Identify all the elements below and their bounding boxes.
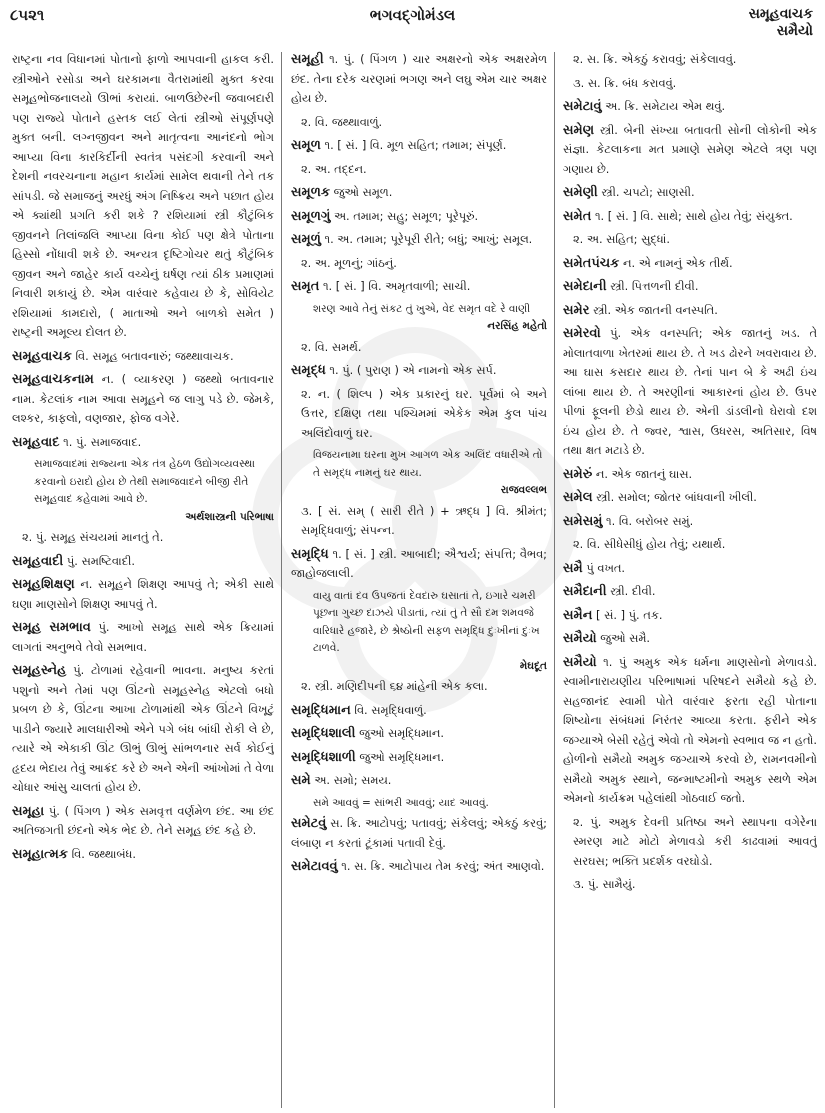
entry-definition: પું. સમષ્ટિવાદી. bbox=[66, 553, 135, 568]
entry-headword: સમે bbox=[291, 773, 311, 788]
entry-headword: સમેટવું bbox=[291, 816, 327, 831]
dictionary-entry bbox=[291, 230, 547, 250]
citation-quote bbox=[313, 795, 547, 813]
entry-headword: સમૂળક bbox=[291, 185, 331, 200]
dictionary-entry bbox=[291, 50, 547, 109]
entry-sense: ૨. પું. સમૂહ સંચયમાં માનતું તે. bbox=[22, 530, 164, 544]
dictionary-entry bbox=[12, 845, 274, 865]
dictionary-entry bbox=[563, 97, 817, 117]
entry-definition: સ્ત્રી. સમોલ; જોતર બાંધવાની ખીલી. bbox=[596, 490, 757, 504]
entry-definition: અ. ક્રિ. સમેટાય એમ થવું. bbox=[605, 99, 726, 113]
entry-headword: સમૃત bbox=[291, 279, 320, 294]
entry-definition: જુઓ સમૃદ્ધિમાન. bbox=[359, 749, 445, 764]
entry-headword: સમેર bbox=[563, 302, 590, 318]
entry-headword: સમેસમું bbox=[563, 513, 603, 529]
citation-quote bbox=[34, 456, 274, 526]
entry-definition: સ્ત્રી. બેની સંખ્યા બતાવતી સોની લોકોની એક સંજ્ઞા. કેટલાકના મત પ્રમાણે સમેણ એટલે ત્રણ પણ ગણાય છે. bbox=[563, 122, 817, 176]
entry-headword: સમૃદ્ધિશાલી bbox=[291, 726, 356, 741]
dictionary-entry bbox=[563, 121, 817, 180]
guide-words bbox=[749, 6, 813, 40]
dictionary-entry bbox=[563, 512, 817, 532]
entry-sense: ૨. અ. સહિત; સુદ્ધાં. bbox=[573, 232, 670, 246]
entry-headword: સમૈન bbox=[563, 607, 593, 623]
book-title: ભગવદ્ગોમંડલ bbox=[369, 6, 456, 24]
entry-sense: ૩. પું. સામૈયું. bbox=[573, 877, 636, 891]
entry-definition: ન. એક જાતનું ઘાસ. bbox=[595, 466, 693, 481]
entry-sense: ૩. [ સં. સમ્ ( સારી રીતે ) + ઋદ્ધ ] વિ. શ્રીમંત; સમૃદ્ધિવાળું; સંપન્ન. bbox=[301, 503, 547, 537]
entry-definition: પું. ( પિંગળ ) એક સમવૃત્ત વર્ણમેળ છંદ. આ છંદ અતિજગતી છંદનો એક ભેદ છે. તેને સમૂહ છંદ કહે છે. bbox=[12, 803, 274, 837]
entry-sense: ૨. વિ. સમર્થ. bbox=[301, 339, 362, 354]
entry-sense: ૨. અ. મૂળનું; ગાંઠનું. bbox=[301, 255, 397, 270]
dictionary-entry bbox=[291, 857, 547, 877]
entry-sense: ૨. ન. ( શિલ્પ ) એક પ્રકારનું ઘર. પૂર્વમાં બે અને ઉત્તર, દક્ષિણ તથા પશ્ચિમમાં એકેક એમ કુલ પાંચ અલિંદોવાળું ઘર. bbox=[301, 386, 547, 440]
entry-headword: સમૃદ્ધિ bbox=[291, 546, 329, 562]
entry-definition: સ્ત્રી. પિત્તળની દીવી. bbox=[610, 279, 699, 293]
quote-source: રાજવલ્લભ bbox=[500, 484, 547, 496]
quote-text: સમે આવવું = સાંભરી આવવું; યાદ આવવું. bbox=[313, 796, 489, 809]
dictionary-entry bbox=[563, 582, 817, 602]
entry-headword: સમૂહા bbox=[12, 803, 45, 819]
column-1 bbox=[12, 50, 274, 1108]
entry-definition: વિ. જથ્થાબંધ. bbox=[71, 846, 136, 861]
entry-headword: સમૂળું bbox=[291, 232, 321, 247]
entry-sense: ૨. પું. અમુક દેવની પ્રતિષ્ઠા અને સ્થાપના વગેરેના સ્મરણ માટે મોટો મેળાવડો કરી કાઢવામાં આવતું સરઘસ; ભક્તિ પ્રદર્શક વરઘોડો. bbox=[573, 814, 817, 868]
entry-headword: સમેટાવવું bbox=[291, 859, 338, 874]
entry-headword: સમૈયો bbox=[563, 631, 597, 646]
dictionary-entry bbox=[563, 277, 817, 297]
column-3 bbox=[563, 50, 817, 1108]
dictionary-entry bbox=[12, 552, 274, 572]
citation-quote bbox=[313, 588, 547, 676]
entry-definition: ૧. વિ. બરોબર સમું. bbox=[606, 513, 694, 528]
dictionary-entry bbox=[12, 802, 274, 841]
entry-headword: સમૂહાત્મક bbox=[12, 846, 68, 862]
entry-definition: જુઓ સમૂળ. bbox=[333, 185, 393, 199]
entry-definition: સ્ત્રી. દીવી. bbox=[610, 584, 656, 598]
entry-headword: સમૂહસ્નેહ bbox=[12, 663, 67, 678]
entry-definition: ન. સમૂહને શિક્ષણ આપવું તે; એકી સાથે ઘણા માણસોને શિક્ષણ આપવું તે. bbox=[12, 577, 274, 611]
entry-definition: વિ. સમૃદ્ધિવાળું. bbox=[354, 702, 427, 717]
entry-definition: સ્ત્રી. ચપટો; સાણસી. bbox=[601, 185, 695, 199]
entry-headword: સમૂહ સમભાવ bbox=[12, 620, 91, 635]
dictionary-entry bbox=[291, 207, 547, 227]
entry-definition: સ્ત્રી. એક જાતની વનસ્પતિ. bbox=[593, 302, 718, 317]
entry-headword: સમૃદ્ધિમાન bbox=[291, 702, 351, 718]
entry-definition: ૧. પું. સમાજવાદ. bbox=[63, 434, 142, 449]
entry-definition: [ સં. ] પું. તક. bbox=[596, 607, 663, 622]
guide-word-first: સમૂહવાચક bbox=[748, 6, 813, 22]
entry-definition: ન. ( વ્યાકરણ ) જથ્થો બતાવનાર નામ. કેટલાંક નામ આવા સમૂહને જ લાગુ પડે છે. જેમકે, લશ્કર, કાફલો, વણજાર, ફોજ વગેરે. bbox=[12, 372, 274, 425]
column-divider bbox=[281, 52, 282, 1108]
quote-text: સમાજવાદમાં રાજ્યના એક તંત્ર હેઠળ ઉદ્યોગવ્યવસ્થા કરવાનો ઇરાદો હોય છે તેથી સમાજવાદને બીજી રીતે સમૂહવાદ કહેવામાં આવે છે. bbox=[34, 458, 255, 505]
entry-headword: સમૂહવાદી bbox=[12, 553, 64, 569]
entry-headword: સમૂળગું bbox=[291, 208, 331, 224]
page-number: ૮૫૨૧ bbox=[10, 6, 45, 24]
entry-definition: વિ. સમૂહ બતાવનારું; જથ્થાવાચક. bbox=[75, 348, 234, 363]
dictionary-entry bbox=[12, 661, 274, 798]
entry-sense: ૨. અ. તદ્દન. bbox=[301, 161, 367, 176]
entry-definition: સ. ક્રિ. આટોપવું; પતાવવું; સંકેલવું; એકઠું કરવું; લંબાણ ન કરતાં ટૂંકામાં પતાવી દેવું. bbox=[291, 816, 547, 850]
dictionary-entry bbox=[563, 606, 817, 626]
quote-text: શરણ આવે તેનું સંકટ તું ખુએ, વેદ સમૃત વદે રે વાણી bbox=[313, 302, 531, 315]
entry-definition: ૧. પું. ( પિંગળ ) ચાર અક્ષરનો એક અક્ષરમેળ છંદ. તેના દરેક ચરણમાં ભગણ અને લઘુ એમ ચાર અક્ષર હોય છે. bbox=[291, 52, 547, 105]
entry-headword: સમેદાની bbox=[563, 279, 607, 294]
guide-word-last: સમૈયો bbox=[776, 23, 813, 39]
entry-sense: ૨. સ. ક્રિ. એકઠું કરાવવું; સંકેલાવવું. bbox=[573, 52, 737, 66]
dictionary-entry bbox=[291, 277, 547, 297]
entry-headword: સમેણ bbox=[563, 122, 595, 138]
entry-definition: જુઓ સમૈ. bbox=[600, 631, 651, 645]
dictionary-entry bbox=[563, 183, 817, 203]
entry-sense: ૨. વિ. સીધેસીધું હોય તેવું; યથાર્થ. bbox=[573, 537, 726, 551]
continued-paragraph: રાષ્ટ્રના નવ વિધાનમાં પોતાનો ફાળો આપવાની હાકલ કરી. સ્ત્રીઓને રસોડા અને ઘરકામના વૈતરામાંથી મુક્ત કરવા સમૂહભોજનાલયો ઊભાં કરાયાં. બાળઉછેરની જવાબદારી પણ રાજ્યે પોતાને હસ્તક લઈ લેતાં સ્ત્રીઓ સંપૂર્ણપણે મુક્ત બની. લગ્નજીવન અને માતૃત્વના આનંદનો ભોગ આપ્યા વિના કારકિર્દીની સ્વતંત્ર પસંદગી કરવાની અને દેશની નવરચનાના મહાન કાર્યમાં સામેલ થવાની તેને તક સાંપડી. જે સમાજનું અરધું અંગ નિષ્ક્રિય અને પછાત હોય એ ક્યાંથી પ્રગતિ કરી શકે ? રશિયામાં સ્ત્રી કૌટુંબિક જીવનને તિલાંજલિ આપ્યા વિના કોઈ પણ ક્ષેત્રે પોતાના હિસ્સો નોંધાવી શકે છે. અન્યત્ર દૃષ્ટિગોચર થતું કૌટુંબિક જીવન અને જાહેર કાર્ય વચ્ચેનું ઘર્ષણ ત્યાં ઠીક પ્રમાણમાં નિવારી શકાયું છે. એમ વારંવાર કહેવાય છે કે, સોવિયેટ રશિયામાં કામદારો, ( માતાઓ અને બાળકો સમેત ) રાષ્ટ્રની અમૂલ્ય દોલત છે. bbox=[12, 52, 274, 339]
dictionary-entry bbox=[291, 748, 547, 768]
entry-definition: પું. ટોળામાં રહેવાની ભાવના. મનુષ્ય કરતાં પશુનો અને તેમાં પણ ઊંટનો સમૂહસ્નેહ એટલો બધો પ્રબળ છે કે, ઊંટના આખા ટોળામાંથી એક ઊંટને વિખૂટું પાડીને જ્યારે માલધારીઓ એને પગે બંધ બાંધી રોકી લે છે, ત્યારે એ એકાકી ઊંટ ઊભું ઊભું સાંભળનાર સર્વ કોઈનું હૃદય ભેદાય તેવું આક્રંદ કરે છે અને એની આંખોમાં તે વેળા ચોધાર આંસુ ચાલતાં હોય છે. bbox=[12, 663, 274, 794]
citation-quote bbox=[313, 447, 547, 500]
dictionary-entry bbox=[563, 301, 817, 321]
dictionary-entry bbox=[563, 207, 817, 227]
entry-headword: સમેણી bbox=[563, 185, 598, 200]
entry-sense: ૨. વિ. જથ્થાવાળું. bbox=[301, 114, 383, 129]
entry-sense: ૩. સ. ક્રિ. બંધ કરાવવું. bbox=[573, 75, 677, 90]
dictionary-entry bbox=[563, 465, 817, 485]
entry-headword: સમેલ bbox=[563, 490, 593, 505]
entry-headword: સમૂહવાચક bbox=[12, 348, 72, 364]
dictionary-entry bbox=[291, 814, 547, 853]
quote-source: મેઘદૂત bbox=[519, 659, 547, 672]
entry-headword: સમૈયો bbox=[563, 654, 597, 670]
dictionary-entry bbox=[12, 433, 274, 453]
entry-headword: સમૂહશિક્ષણ bbox=[12, 577, 75, 592]
entry-headword: સમૃદ્ધ bbox=[291, 363, 326, 378]
dictionary-entry bbox=[291, 361, 547, 381]
dictionary-entry bbox=[291, 724, 547, 744]
column-divider bbox=[554, 52, 555, 1108]
quote-text: વાયુ વાતાં દવ ઉપજતાં દેવદારુ ઘસાતાં તે, ઇગારે ચમરી પૂછના ગુચ્છ દાઝયે પીડાતાં, ત્યાં તું તે સૌ દમ શમવજે વારિધારે હજારે, છે શ્રેષ્ઠોની સફળ સમૃદ્ધિ દુઃખીનાં દુઃખ ટાળવે. bbox=[313, 589, 540, 654]
quote-source: નરસિંહ મહેતો bbox=[487, 320, 547, 332]
quote-text: વિજયનામા ઘરના મુખ આગળ એક અલિંદ વધારીએ તો તે સમૃદ્ધ નામનું ઘર થાય. bbox=[313, 449, 543, 479]
entry-definition: ૧. પું. ( પુરાણ ) એ નામનો એક સર્પ. bbox=[329, 363, 497, 377]
entry-headword: સમેરું bbox=[563, 466, 593, 482]
entry-definition: ૧. અ. તમામ; પૂરેપૂરી રીતે; બધું; આખું; સમૂલ. bbox=[324, 232, 533, 246]
entry-definition: ૧. [ સં. ] સ્ત્રી. આબાદી; ઐશ્વર્ય; સંપત્તિ; વૈભવ; જાહોજલાલી. bbox=[291, 546, 547, 580]
dictionary-entry bbox=[563, 324, 817, 461]
entry-headword: સમેત bbox=[563, 208, 592, 224]
column-2 bbox=[291, 50, 547, 1108]
entry-definition: પું વખત. bbox=[586, 560, 625, 575]
entry-definition: અ. સમો; સમય. bbox=[314, 773, 392, 787]
entry-definition: ૧. પું અમુક એક ધર્મના માણસોનો મેળાવડો. સ્વામીનારાયણીય પરિભાષામાં પરિષદને સમૈયો કહે છે. સહજાનંદ સ્વામી પોતે વારંવાર ફરતા રહી પોતાના શિષ્યોના સંબંધમાં નિરંતર આવ્યા કરતા. ફરીને એક જગ્યાએ બેસી રહેતું એવો તો એમનો સ્વભાવ જ ન હતો. હોળીનો સમૈયો અમુક જગ્યાએ કરવો છે, રામનવમીનો સમૈયો અમુક સ્થાને, જન્માષ્ટમીનો અમુક સ્થળે એમ એમનો કાર્યક્રમ પહેલાંથી ગોઠવાઈ જતો. bbox=[563, 654, 817, 805]
dictionary-entry bbox=[291, 183, 547, 203]
dictionary-entry bbox=[291, 701, 547, 721]
dictionary-entry bbox=[12, 575, 274, 614]
entry-definition: ૧. [ સં. ] વિ. મૂળ સહિત; તમામ; સંપૂર્ણ. bbox=[324, 138, 507, 152]
dictionary-entry bbox=[563, 629, 817, 649]
dictionary-entry bbox=[563, 488, 817, 508]
entry-headword: સમેતપંચક bbox=[563, 255, 620, 271]
dictionary-entry bbox=[291, 545, 547, 584]
dictionary-entry bbox=[563, 559, 817, 579]
dictionary-entry bbox=[12, 618, 274, 657]
dictionary-entry bbox=[12, 370, 274, 429]
entry-definition: ૧. [ સં. ] વિ. અમૃતવાળી; સાચી. bbox=[322, 279, 471, 293]
entry-definition: ૧. [ સં. ] વિ. સાથે; સાથે હોય તેવું; સંયુક્ત. bbox=[594, 208, 793, 223]
dictionary-entry bbox=[563, 254, 817, 274]
entry-definition: ન. એ નામનું એક તીર્થ. bbox=[622, 255, 733, 270]
entry-headword: સમૂહવાચકનામ bbox=[12, 372, 94, 387]
dictionary-entry bbox=[12, 347, 274, 367]
entry-headword: સમેટાવું bbox=[563, 99, 602, 114]
dictionary-columns bbox=[0, 50, 825, 1110]
entry-definition: જુઓ સમૃદ્ધિમાન. bbox=[359, 726, 444, 740]
citation-quote bbox=[313, 301, 547, 336]
entry-definition: પું. આખો સમૂહ સાથે એક ક્રિયામાં લાગતાં અનુભવે તેવો સમભાવ. bbox=[12, 620, 274, 654]
entry-definition: પું. એક વનસ્પતિ; એક જાતનું ખડ. તે મોલાતવાળા ખેતરમાં થાય છે. તે ખડ ઢોરને ખવરાવાય છે. આ ઘાસ કસદાર થાય છે. તેનાં પાન બે કે અઢી ઇંચ લાંબા થાય છે. તે અરણીનાં આકારનાં હોય છે. ઉપર પીળાં ફૂલની છેડો થાય છે. એની ડાંડલીનો ઘેરાવો દશ ઇંચ હોય છે. તે જ્વર, શ્વાસ, ઉધરસ, અતિસાર, વિષ તથા ક્ષત મટાડે છે. bbox=[563, 326, 817, 457]
entry-headword: સમૈદાની bbox=[563, 584, 607, 599]
quote-source: અર્થશાસ્ત્રની પરિભાષા bbox=[185, 510, 274, 523]
entry-headword: સમૂળ bbox=[291, 138, 321, 153]
entry-definition: અ. તમામ; સહુ; સમૂળ; પૂરેપૂરું. bbox=[333, 208, 479, 223]
entry-headword: સમૂહી bbox=[291, 52, 324, 67]
entry-headword: સમેરવો bbox=[563, 326, 601, 341]
entry-sense: ૨. સ્ત્રી. મણિદીપની ૬૪ માંહેની એક કલા. bbox=[301, 679, 488, 693]
entry-headword: સમૃદ્ધિશાળી bbox=[291, 749, 356, 765]
dictionary-entry bbox=[563, 653, 817, 809]
dictionary-entry bbox=[291, 136, 547, 156]
page-header bbox=[0, 0, 825, 48]
entry-headword: સમૂહવાદ bbox=[12, 434, 60, 450]
entry-headword: સમૈ bbox=[563, 560, 583, 576]
entry-definition: ૧. સ. ક્રિ. આટોપાય તેમ કરવું; અંત આણવો. bbox=[341, 859, 545, 873]
dictionary-entry bbox=[291, 771, 547, 791]
